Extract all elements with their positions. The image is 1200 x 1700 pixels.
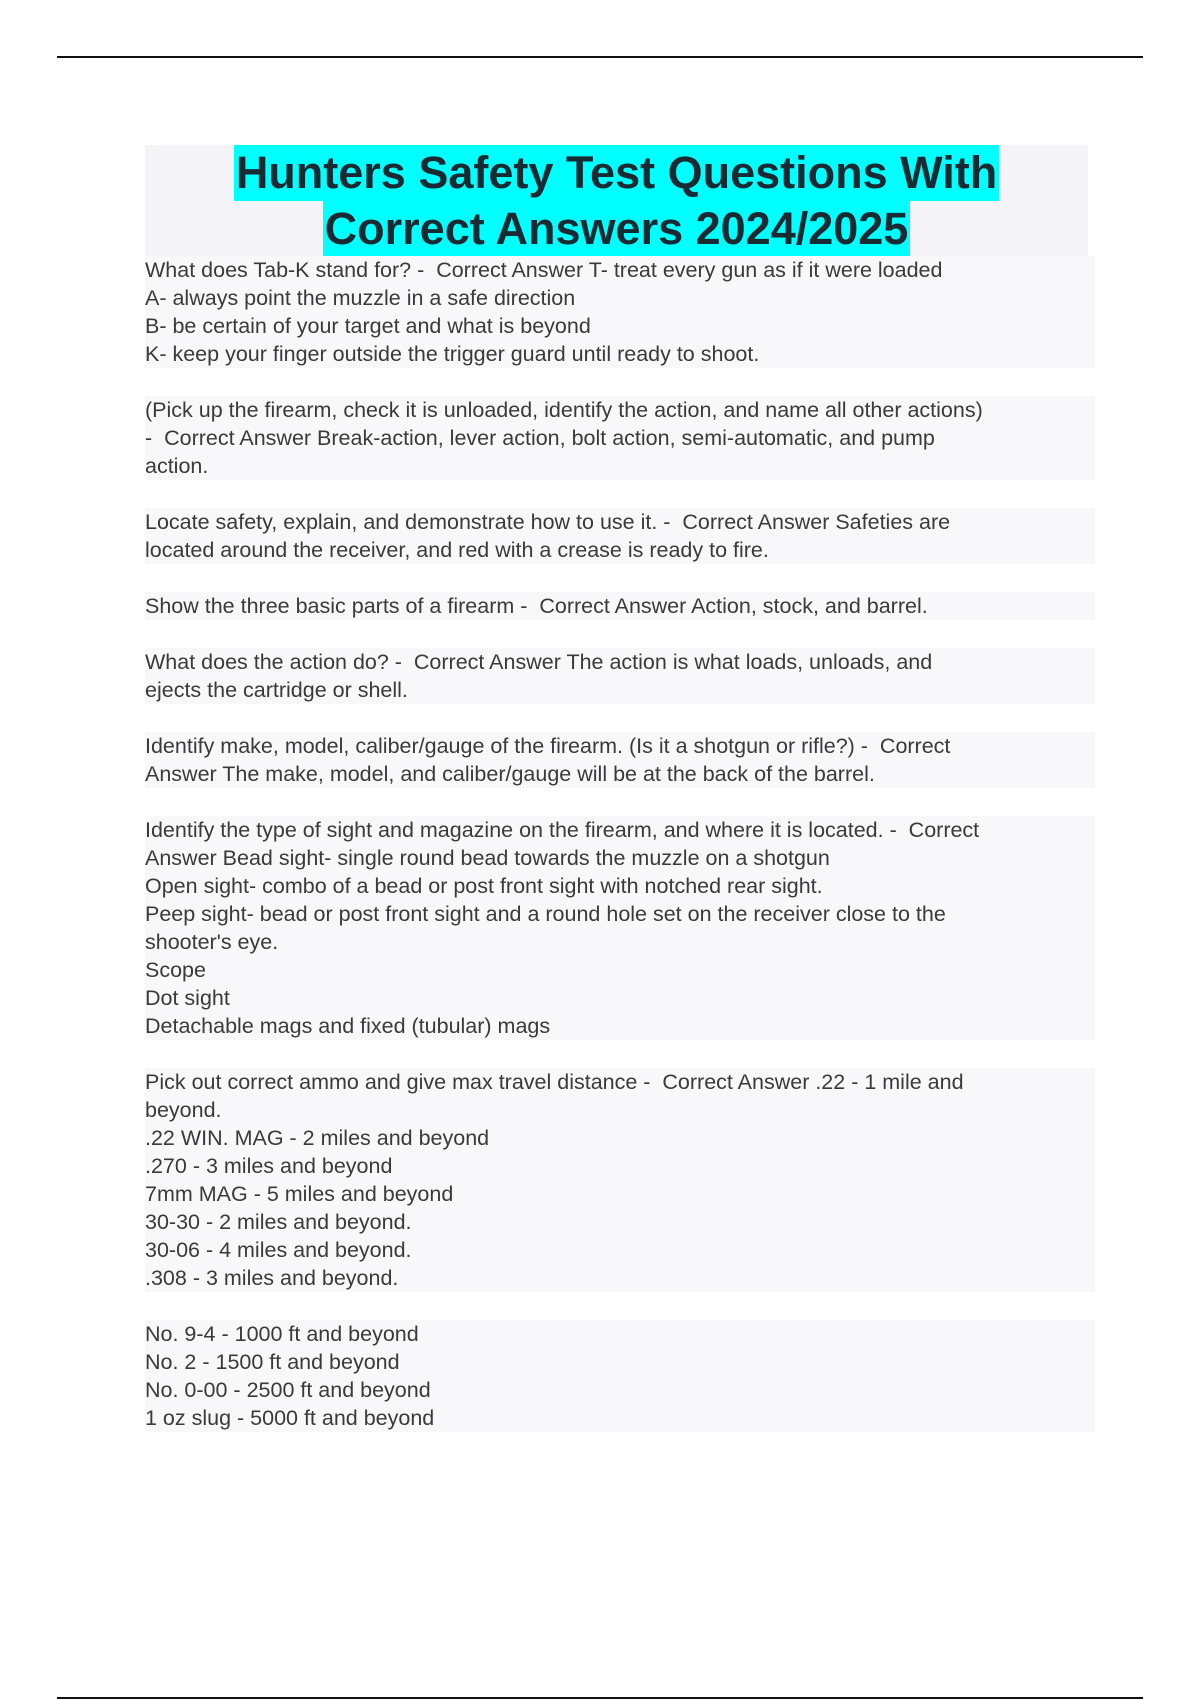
paragraph-line: located around the receiver, and red with a crease is ready to fire. xyxy=(145,538,769,562)
qa-paragraph xyxy=(145,816,1095,1040)
qa-paragraph xyxy=(145,1068,1095,1292)
top-rule xyxy=(57,56,1143,58)
paragraph-line: Answer The make, model, and caliber/gauge will be at the back of the barrel. xyxy=(145,762,875,786)
qa-paragraph xyxy=(145,256,1095,368)
paragraph-line: No. 9-4 - 1000 ft and beyond xyxy=(145,1322,419,1346)
qa-paragraph xyxy=(145,396,1095,480)
paragraph-line: Dot sight xyxy=(145,986,230,1010)
paragraph-line: Identify make, model, caliber/gauge of the firearm. (Is it a shotgun or rifle?) - Correct xyxy=(145,734,951,758)
paragraph-line: Locate safety, explain, and demonstrate how to use it. - Correct Answer Safeties are xyxy=(145,510,951,534)
title-line-1: Hunters Safety Test Questions With xyxy=(234,145,999,201)
title-line-2: Correct Answers 2024/2025 xyxy=(323,201,911,257)
qa-paragraph xyxy=(145,1320,1095,1432)
paragraph-line: shooter's eye. xyxy=(145,930,279,954)
paragraph-line: 7mm MAG - 5 miles and beyond xyxy=(145,1182,454,1206)
paragraph-line: - Correct Answer Break-action, lever action, bolt action, semi-automatic, and pump xyxy=(145,426,935,450)
paragraph-line: Answer Bead sight- single round bead towards the muzzle on a shotgun xyxy=(145,846,830,870)
paragraph-line: No. 0-00 - 2500 ft and beyond xyxy=(145,1378,431,1402)
paragraph-line: Open sight- combo of a bead or post front sight with notched rear sight. xyxy=(145,874,823,898)
qa-paragraph xyxy=(145,592,1095,620)
paragraph-line: 30-06 - 4 miles and beyond. xyxy=(145,1238,412,1262)
bottom-rule xyxy=(57,1697,1143,1699)
paragraph-line: Detachable mags and fixed (tubular) mags xyxy=(145,1014,551,1038)
qa-paragraph xyxy=(145,648,1095,704)
paragraph-line: .22 WIN. MAG - 2 miles and beyond xyxy=(145,1126,490,1150)
qa-paragraph xyxy=(145,732,1095,788)
paragraph-line: beyond. xyxy=(145,1098,222,1122)
paragraph-line: What does Tab-K stand for? - Correct Answer T- treat every gun as if it were loaded xyxy=(145,258,943,282)
paragraph-line: 30-30 - 2 miles and beyond. xyxy=(145,1210,412,1234)
paragraph-line: B- be certain of your target and what is beyond xyxy=(145,314,591,338)
qa-paragraph xyxy=(145,508,1095,564)
paragraph-line: Pick out correct ammo and give max travel distance - Correct Answer .22 - 1 mile and xyxy=(145,1070,964,1094)
paragraph-line: (Pick up the firearm, check it is unloaded, identify the action, and name all other actions) xyxy=(145,398,983,422)
paragraph-line: No. 2 - 1500 ft and beyond xyxy=(145,1350,400,1374)
paragraph-line: .308 - 3 miles and beyond. xyxy=(145,1266,399,1290)
paragraph-line: Peep sight- bead or post front sight and a round hole set on the receiver close to the xyxy=(145,902,946,926)
paragraph-line: ejects the cartridge or shell. xyxy=(145,678,408,702)
paragraph-line: A- always point the muzzle in a safe direction xyxy=(145,286,576,310)
document-body xyxy=(145,256,1095,1460)
paragraph-line: K- keep your finger outside the trigger guard until ready to shoot. xyxy=(145,342,760,366)
paragraph-line: Identify the type of sight and magazine on the firearm, and where it is located. - Correct xyxy=(145,818,980,842)
paragraph-line: Show the three basic parts of a firearm - Correct Answer Action, stock, and barrel. xyxy=(145,594,928,618)
paragraph-line: What does the action do? - Correct Answer The action is what loads, unloads, and xyxy=(145,650,933,674)
paragraph-line: .270 - 3 miles and beyond xyxy=(145,1154,393,1178)
document-title xyxy=(145,145,1088,257)
paragraph-line: 1 oz slug - 5000 ft and beyond xyxy=(145,1406,435,1430)
paragraph-line: action. xyxy=(145,454,209,478)
paragraph-line: Scope xyxy=(145,958,206,982)
